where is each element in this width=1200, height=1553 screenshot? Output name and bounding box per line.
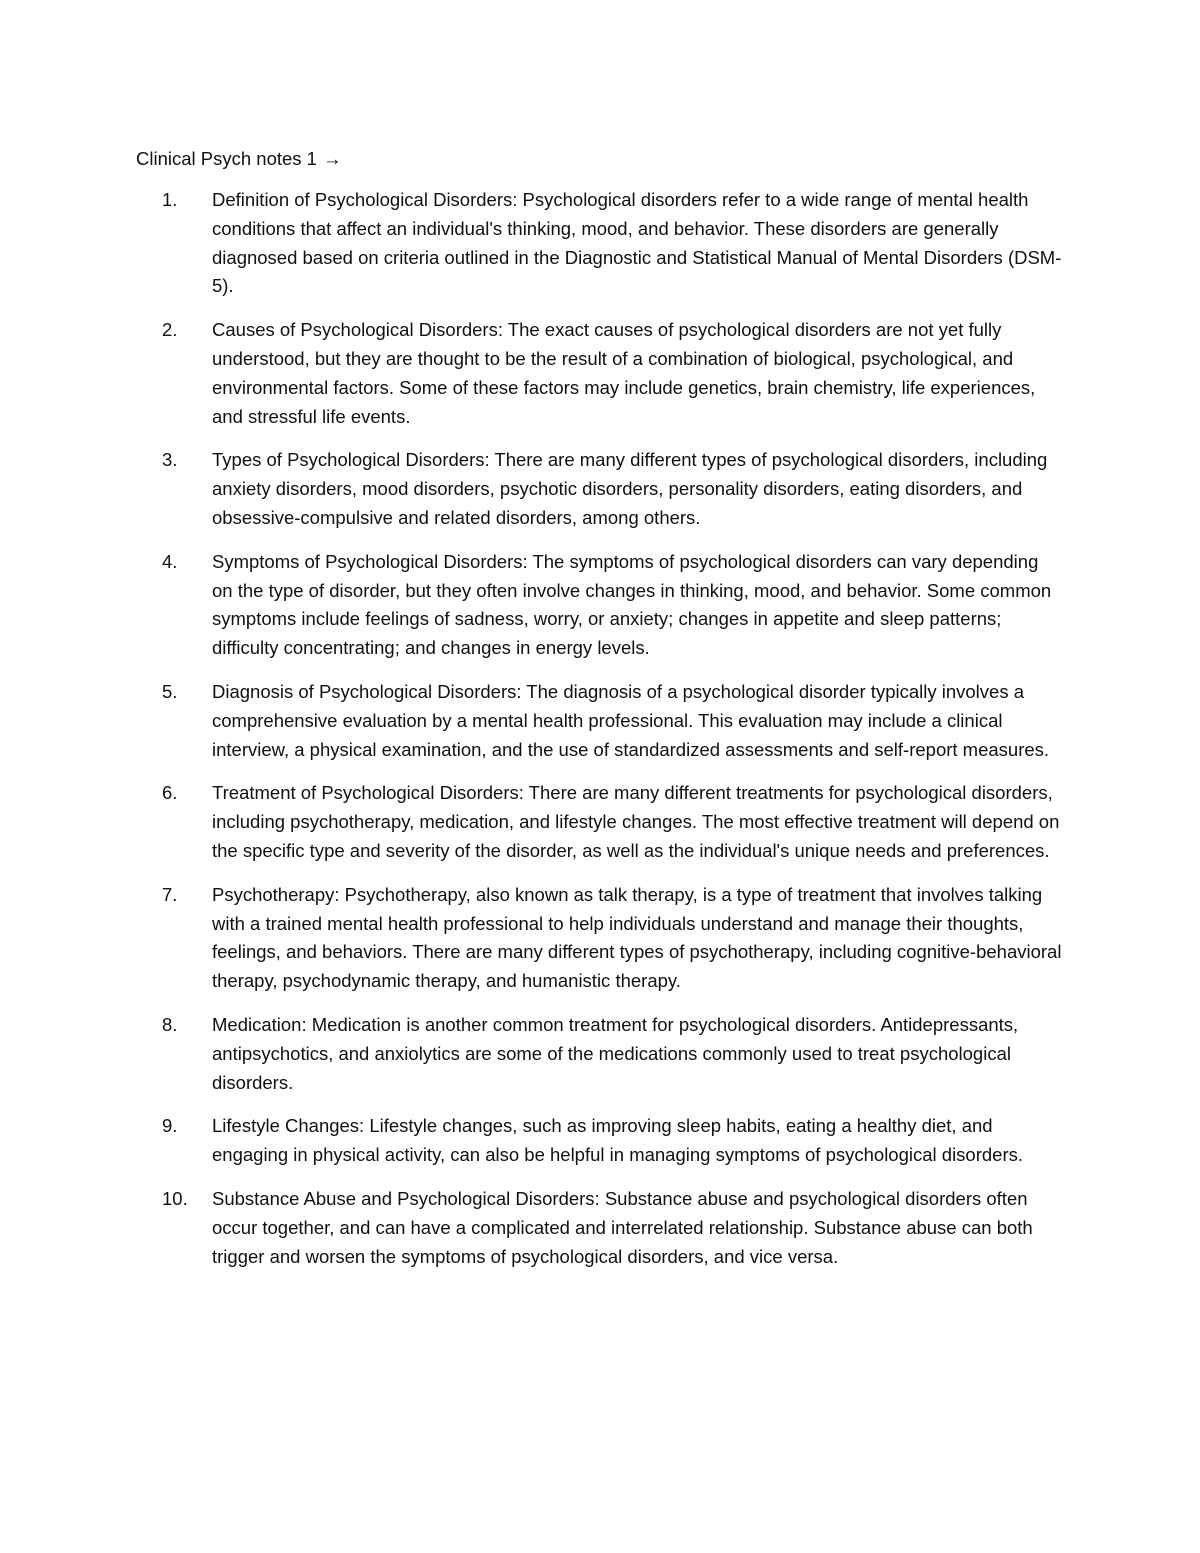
- list-item: [0, 186, 1200, 301]
- item-number: 8.: [162, 1013, 178, 1035]
- item-text: Symptoms of Psychological Disorders: The symptoms of psychological disorders can vary depending on the type of disorder, but they often involve changes in thinking, mood, and behavior. Some common symptoms include feelings of sadness, worry, or anxiety; changes in appetite and sleep patterns; difficulty concentrating; and changes in energy levels.: [212, 550, 1052, 659]
- item-number: 2.: [162, 319, 178, 341]
- notes-list: [0, 186, 1200, 1286]
- item-text: Psychotherapy: Psychotherapy, also known as talk therapy, is a type of treatment that involves talking with a trained mental health professional to help individuals understand and manage their thoughts, feelings, and behaviors. There are many different types of psychotherapy, including cognitive-behavioral therapy, psychodynamic therapy, and humanistic therapy.: [212, 883, 1062, 992]
- item-text: Lifestyle Changes: Lifestyle changes, such as improving sleep habits, eating a healthy diet, and engaging in physical activity, can also be helpful in managing symptoms of psychological disorders.: [212, 1115, 1024, 1166]
- list-item: [0, 881, 1200, 996]
- list-item: [0, 316, 1200, 431]
- list-item: [0, 1185, 1200, 1271]
- item-number: 3.: [162, 449, 178, 471]
- item-number: 9.: [162, 1115, 178, 1137]
- item-number: 5.: [162, 680, 178, 702]
- item-number: 6.: [162, 782, 178, 804]
- list-item: [0, 548, 1200, 663]
- list-item: [0, 678, 1200, 764]
- right-arrow-icon: →: [322, 148, 342, 169]
- list-item: [0, 779, 1200, 865]
- item-number: 7.: [162, 883, 178, 905]
- item-text: Treatment of Psychological Disorders: There are many different treatments for psychological disorders, including psychotherapy, medication, and lifestyle changes. The most effective treatment will depend on the specific type and severity of the disorder, as well as the individual's unique needs and preferences.: [212, 782, 1060, 861]
- list-item: [0, 1011, 1200, 1097]
- title-text: Clinical Psych notes 1: [136, 148, 317, 169]
- item-number: 1.: [162, 189, 178, 210]
- item-text: Diagnosis of Psychological Disorders: The diagnosis of a psychological disorder typically involves a comprehensive evaluation by a mental health professional. This evaluation may include a clinical interview, a physical examination, and the use of standardized assessments and self-report measures.: [212, 680, 1050, 760]
- item-text: Causes of Psychological Disorders: The exact causes of psychological disorders are not yet fully understood, but they are thought to be the result of a combination of biological, psychological, and environmental factors. Some of these factors may include genetics, brain chemistry, life experiences, and stressful life events.: [212, 319, 1036, 427]
- item-text: Definition of Psychological Disorders: Psychological disorders refer to a wide range of mental health conditions that affect an individual's thinking, mood, and behavior. These disorders are generally diagnosed based on criteria outlined in the Diagnostic and Statistical Manual of Mental Disorders (DSM-5).: [212, 189, 1062, 297]
- document-title: [136, 145, 341, 173]
- item-number: 4.: [162, 550, 178, 572]
- item-text: Medication: Medication is another common treatment for psychological disorders. Antidepressants, antipsychotics, and anxiolytics are some of the medications commonly used to treat psychological disorders.: [212, 1013, 1019, 1093]
- item-text: Types of Psychological Disorders: There are many different types of psychological disorders, including anxiety disorders, mood disorders, psychotic disorders, personality disorders, eating disorders, and obsessive-compulsive and related disorders, among others.: [212, 449, 1048, 528]
- item-number: 10.: [162, 1187, 188, 1209]
- item-text: Substance Abuse and Psychological Disorders: Substance abuse and psychological disorders often occur together, and can have a complicated and interrelated relationship. Substance abuse can both trigger and worsen the symptoms of psychological disorders, and vice versa.: [212, 1187, 1033, 1267]
- list-item: [0, 1112, 1200, 1170]
- list-item: [0, 446, 1200, 532]
